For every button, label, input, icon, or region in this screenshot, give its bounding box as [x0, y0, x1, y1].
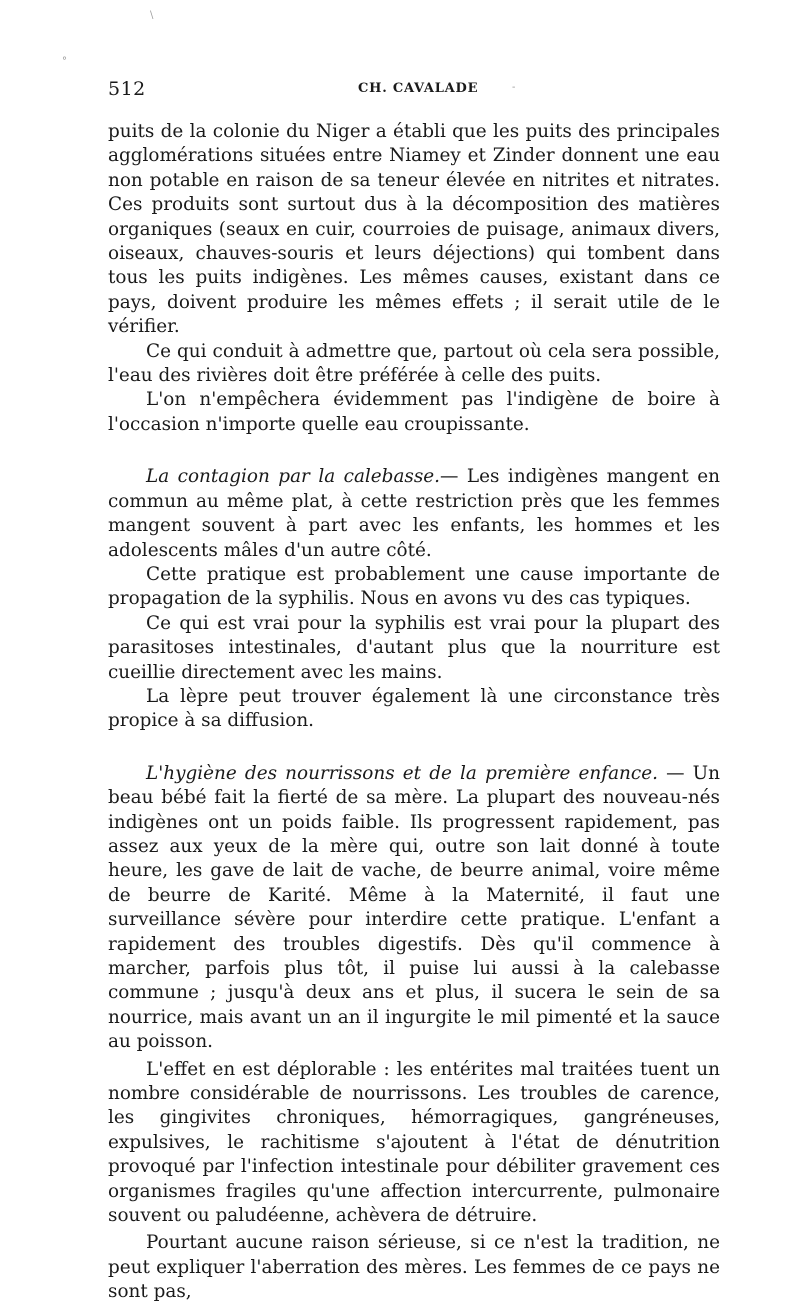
page-header: [108, 78, 722, 102]
paragraph-text: L'effet en est déplorable : les entérites mal traitées tuent un nombre considérable de nourrissons. Les troubles de carence, les gingivites chroniques, hémorragiques, gangréneuses, expulsives, le rachitisme s'ajoutent à l'état de dénutrition provoqué par l'infection intestinale pour débiliter gravement ces organismes fragiles qu'une affection intercurrente, pulmonaire souvent ou paludéenne, achèvera de détruire.: [108, 1058, 720, 1227]
paragraph-text: — Un beau bébé fait la fierté de sa mère. La plupart des nouveau-nés indigènes ont un poids faible. Ils progressent rapidement, pas assez aux yeux de la mère qui, outre son lait donné à toute heure, les gave de lait de vache, de beurre animal, voire même de beurre de Karité. Même à la Maternité, il faut une surveillance sévère pour interdire cette pratique. L'enfant a rapidement des troubles digestifs. Dès qu'il commence à marcher, parfois plus tôt, il puise lui aussi à la calebasse commune ; jusqu'à deux ans et plus, il sucera le sein de sa nourrice, mais avant un an il ingurgite le mil pimenté et la sauce au poisson.: [108, 762, 720, 1053]
paragraph-text: Ce qui conduit à admettre que, partout où cela sera possible, l'eau des rivières doit être préférée à celle des puits.: [108, 340, 720, 387]
paragraph-text: L'on n'empêchera évidemment pas l'indigène de boire à l'occasion n'importe quelle eau croupissante.: [108, 389, 720, 435]
body-text: [108, 120, 720, 1305]
paragraph: [108, 388, 720, 437]
section-heading-contagion: La contagion par la calebasse.: [146, 466, 441, 488]
paragraph: [108, 465, 720, 563]
paragraph: [108, 120, 720, 340]
paragraph: [108, 612, 720, 685]
scan-speck: -: [512, 82, 516, 93]
paragraph: [108, 762, 720, 1055]
running-head: CH. CAVALADE: [358, 81, 479, 96]
paragraph-text: Pourtant aucune raison sérieuse, si ce n'est la tradition, ne peut expliquer l'aberration des mères. Les femmes de ce pays ne sont pas,: [108, 1232, 720, 1303]
page-number: 512: [108, 78, 146, 100]
paragraph: [108, 340, 720, 389]
scan-speck: \: [150, 10, 154, 21]
paragraph-text: Ce qui est vrai pour la syphilis est vrai pour la plupart des parasitoses intestinales, d'autant plus que la nourriture est cueillie directement avec les mains.: [108, 612, 720, 683]
paragraph: [108, 685, 720, 734]
paragraph-text: — Les indigènes mangent en commun au même plat, à cette restriction près que les femmes mangent souvent à part avec les enfants, les hommes et les adolescents mâles d'un autre côté.: [108, 466, 720, 561]
paragraph-text: puits de la colonie du Niger a établi que les puits des principales agglomérations situées entre Niamey et Zinder donnent une eau non potable en raison de sa teneur élevée en nitrites et nitrates. Ces produits sont surtout dus à la décomposition des matières organiques (seaux en cuir, courroies de puisage, animaux divers, oiseaux, chauves-souris et leurs déjections) qui tombent dans tous les puits indigènes. Les mêmes causes, existant dans ce pays, doivent produire les mêmes effets ; il serait utile de le vérifier.: [108, 121, 720, 338]
paragraph: [108, 1058, 720, 1229]
paragraph: [108, 1231, 720, 1304]
section-heading-hygiene: L'hygiène des nourrissons et de la première enfance.: [146, 762, 658, 784]
paragraph-text: La lèpre peut trouver également là une circonstance très propice à sa diffusion.: [108, 685, 720, 732]
scan-speck: °: [62, 56, 67, 67]
paragraph: [108, 563, 720, 612]
paragraph-text: Cette pratique est probablement une cause importante de propagation de la syphilis. Nous en avons vu des cas typiques.: [108, 563, 720, 610]
